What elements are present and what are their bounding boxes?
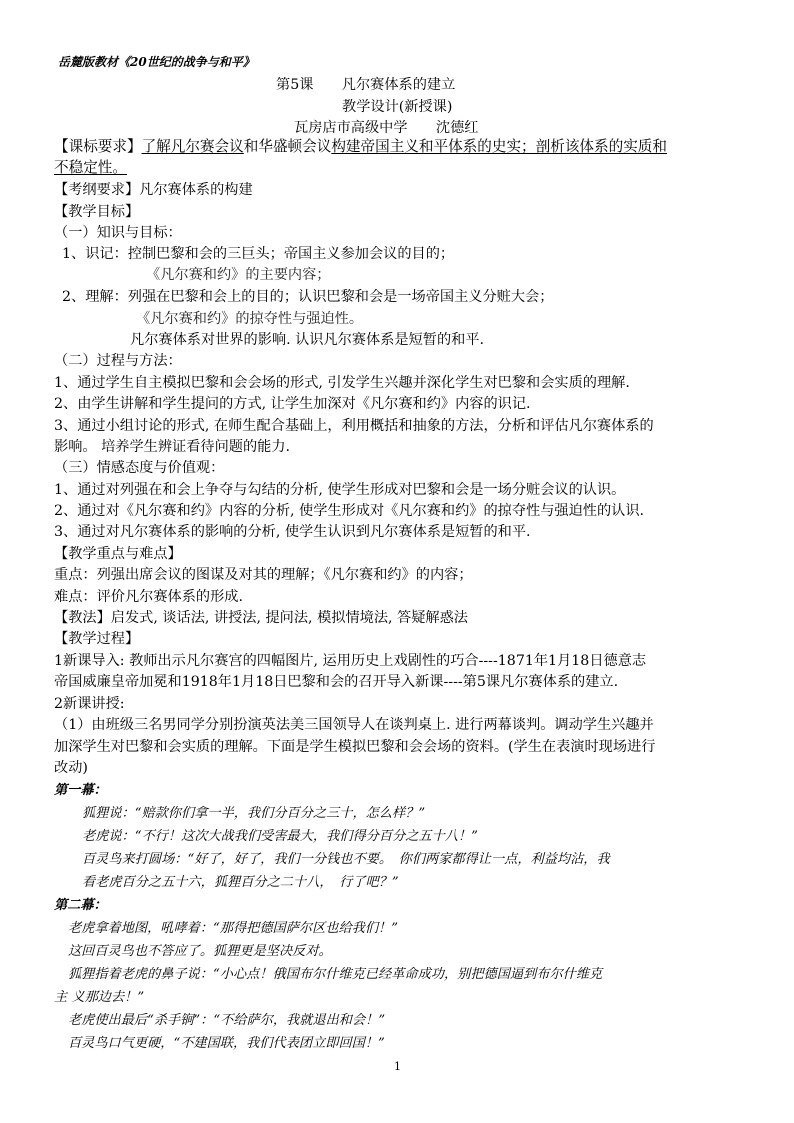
line-treaty-nature: 《凡尔赛和约》的掠夺性与强迫性。 bbox=[136, 311, 364, 327]
line-curriculum-requirement bbox=[54, 140, 667, 155]
text-washington-conference: 和华盛顿会议 bbox=[243, 138, 332, 155]
dialogue-lark-1-cont: 看老虎百分之五十六，狐狸百分之二十八， 行了吧？” bbox=[82, 875, 399, 890]
dialogue-tiger-3: 老虎使出最后“杀手锏”：“不给萨尔，我就退出和会！” bbox=[68, 1013, 386, 1028]
line-method-3: 3、通过小组讨论的形式, 在师生配合基础上，利用概括和抽象的方法，分析和评估凡尔赛体系的 bbox=[54, 418, 654, 434]
line-value-1: 1、通过对列强在和会上争夺与勾结的分析, 使学生形成对巴黎和会是一场分赃会议的认识。 bbox=[54, 482, 626, 498]
line-memorize: 1、识记：控制巴黎和会的三巨头；帝国主义参加会议的目的； bbox=[62, 246, 455, 262]
heading-act-one: 第一幕： bbox=[54, 783, 107, 798]
line-roleplay-1: （1）由班级三名男同学分别扮演英法美三国领导人在谈判桌上. 进行两幕谈判。调动学生兴趣并 bbox=[54, 717, 654, 733]
lesson-title: 第5课 凡尔赛体系的建立 bbox=[276, 77, 456, 93]
dialogue-fox-2: 狐狸指着老虎的鼻子说：“小心点！俄国布尔什维克已经革命成功，别把德国逼到布尔什维克 bbox=[68, 967, 603, 982]
subheading-knowledge: （一）知识与目标： bbox=[54, 225, 182, 241]
underlined-versailles-conference: 了解凡尔赛会议 bbox=[141, 138, 244, 155]
line-difficult-point: 难点：评价凡尔赛体系的形成. bbox=[54, 589, 243, 605]
line-value-2: 2、通过对《凡尔赛和约》内容的分析, 使学生形成对《凡尔赛和约》的掠夺性与强迫性的认识. bbox=[54, 503, 645, 519]
dialogue-lark-1: 百灵鸟来打圆场：“好了，好了，我们一分钱也不要。 你们两家都得让一点，利益均沾，我 bbox=[82, 852, 610, 867]
heading-teaching-objectives: 【教学目标】 bbox=[54, 204, 140, 220]
line-roleplay-2: 加深学生对巴黎和会实质的理解。下面是学生模拟巴黎和会会场的资料。(学生在表演时现场进行 bbox=[54, 739, 656, 755]
label-curriculum-requirement: 【课标要求】 bbox=[54, 138, 142, 155]
line-roleplay-3: 改动) bbox=[54, 760, 88, 776]
line-method-2: 2、由学生讲解和学生提问的方式, 让学生加深对《凡尔赛和约》内容的识记. bbox=[54, 396, 531, 412]
underlined-requirement-content: 构建帝国主义和平体系的史实；剖析该体系的实质和 bbox=[331, 138, 667, 155]
subheading-emotion-values: （三）情感态度与价值观： bbox=[54, 460, 225, 476]
line-key-point: 重点：列强出席会议的图谋及对其的理解；《凡尔赛和约》的内容； bbox=[54, 567, 473, 583]
subheading-process-method: （二）过程与方法： bbox=[54, 353, 182, 369]
line-intro-1: 1新课导入: 教师出示凡尔赛宫的四幅图片, 运用历史上戏剧性的巧合----1871年1月18日德意志 bbox=[54, 653, 647, 669]
line-instability: 不稳定性。 bbox=[54, 159, 127, 176]
line-understand: 2、理解：列强在巴黎和会上的目的；认识巴黎和会是一场帝国主义分赃大会； bbox=[62, 289, 554, 305]
heading-key-difficult: 【教学重点与难点】 bbox=[54, 546, 182, 562]
line-exam-requirement: 【考纲要求】凡尔赛体系的构建 bbox=[54, 182, 253, 198]
page-number: 1 bbox=[394, 1060, 401, 1073]
line-method-3-cont: 影响。 培养学生辨证看待问题的能力. bbox=[54, 439, 291, 455]
line-new-lesson: 2新课讲授: bbox=[54, 696, 125, 712]
series-title: 岳麓版教材《20世纪的战争与和平》 bbox=[58, 55, 255, 69]
heading-teaching-process: 【教学过程】 bbox=[54, 631, 140, 647]
narration-lark-fox: 这回百灵鸟也不答应了。狐狸更是坚决反对。 bbox=[68, 944, 332, 959]
line-method-1: 1、通过学生自主模拟巴黎和会会场的形式, 引发学生兴趣并深化学生对巴黎和会实质的理解. bbox=[54, 375, 630, 391]
author-line: 瓦房店市高级中学 沈德红 bbox=[294, 120, 479, 136]
dialogue-fox-1: 狐狸说：“赔款你们拿一半，我们分百分之三十，怎么样？” bbox=[82, 806, 426, 821]
heading-act-two: 第二幕： bbox=[54, 898, 107, 913]
document-subtitle: 教学设计(新授课) bbox=[342, 99, 453, 115]
line-intro-2: 帝国威廉皇帝加冕和1918年1月18日巴黎和会的召开导入新课----第5课凡尔赛体系的建立. bbox=[54, 674, 619, 690]
dialogue-lark-2: 百灵鸟口气更硬，“不建国联，我们代表团立即回国！” bbox=[68, 1036, 385, 1051]
dialogue-fox-2-cont: 主 义那边去！” bbox=[54, 990, 145, 1005]
line-treaty-content: 《凡尔赛和约》的主要内容； bbox=[146, 267, 331, 283]
line-system-impact: 凡尔赛体系对世界的影响. 认识凡尔赛体系是短暂的和平. bbox=[130, 332, 485, 348]
line-teaching-methods: 【教法】启发式, 谈话法, 讲授法, 提问法, 模拟情境法, 答疑解惑法 bbox=[54, 610, 468, 626]
dialogue-tiger-2: 老虎拿着地图，吼哮着：“那得把德国萨尔区也给我们！” bbox=[68, 921, 398, 936]
line-value-3: 3、通过对凡尔赛体系的影响的分析, 使学生认识到凡尔赛体系是短暂的和平. bbox=[54, 524, 531, 540]
dialogue-tiger-1: 老虎说：“不行！这次大战我们受害最大，我们得分百分之五十八！” bbox=[82, 829, 478, 844]
